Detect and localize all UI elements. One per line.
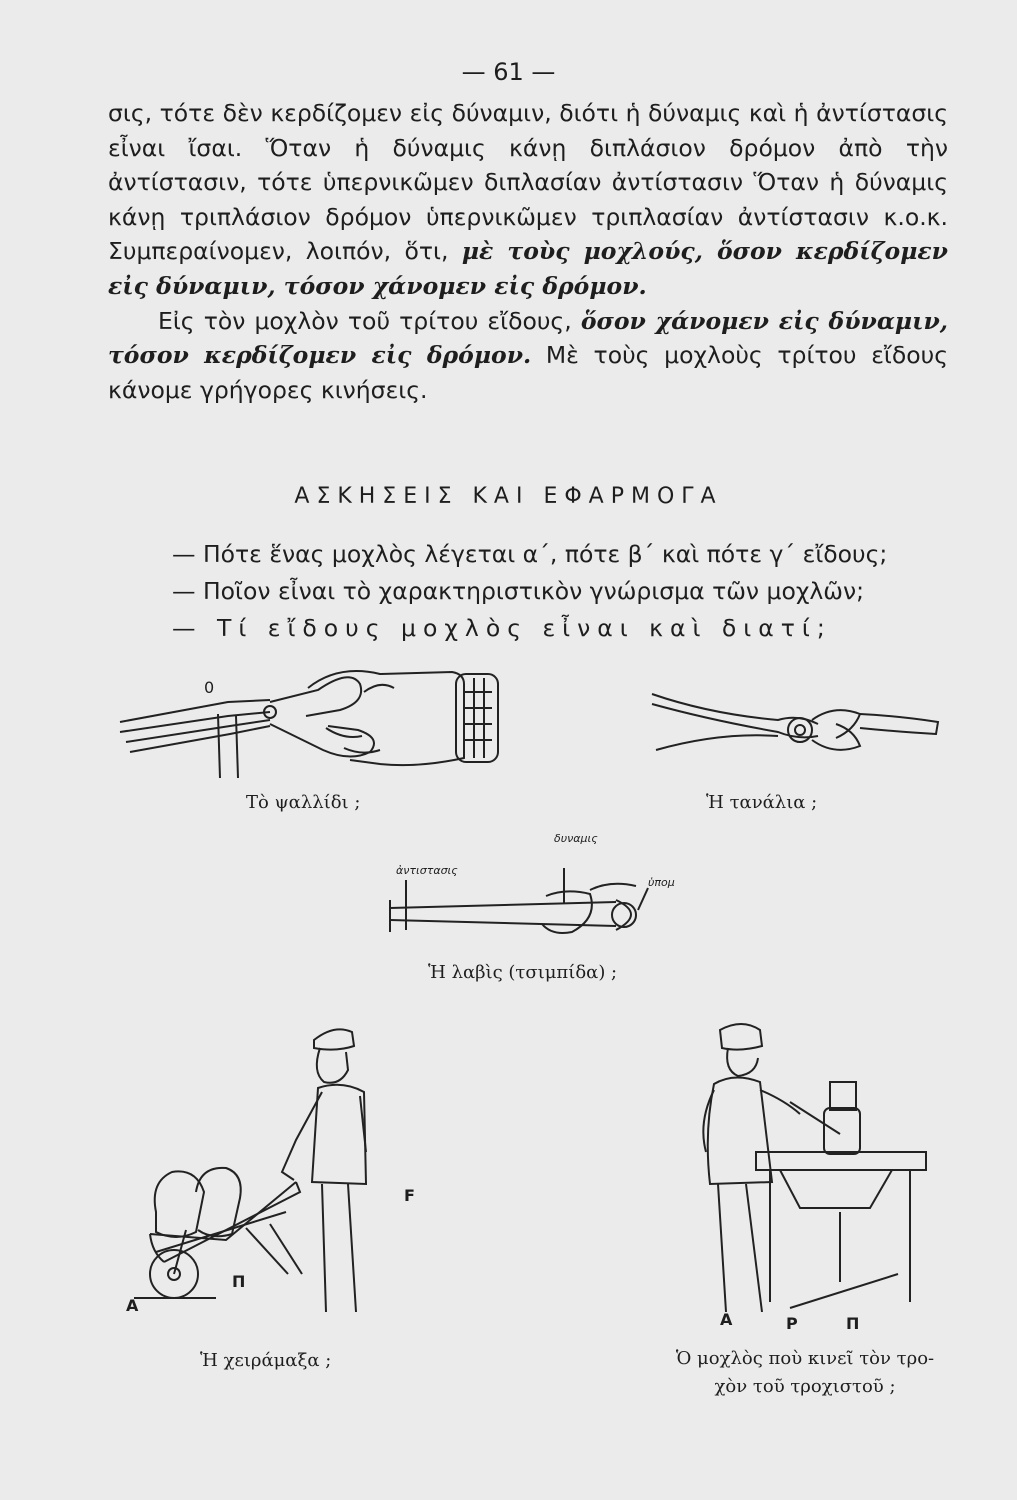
tongs-caption: Ἡ λαβὶς (τσιμπίδα) ; [428,962,618,983]
paragraph-2-emphasis: ὅσον χάνομεν εἰς δύναμιν, τόσον κερδίζομεν εἰς δρόμον. [108,306,948,370]
tongs-resistance-label: ἀντιστασις [396,864,458,877]
wheelbarrow-label-f: F [404,1186,415,1205]
pliers-caption: Ἡ τανάλια ; [706,792,818,813]
question-2: — Ποῖον εἶναι τὸ χαρακτηριστικὸν γνώρισμα τῶν μοχλῶν; [172,577,865,605]
paragraph-1 [108,96,948,304]
question-3: — Τί εἴδους μοχλὸς εἶναι καὶ διατί; [172,614,832,642]
grinder-caption-line-1: Ὁ μοχλὸς ποὺ κινεῖ τὸν τρο- [675,1348,935,1369]
scissors-caption: Τὸ ψαλλίδι ; [246,792,361,813]
grinder-label-r: Ρ [786,1314,798,1333]
grinder-figure [670,1012,940,1312]
paragraph-2-text: Εἰς τὸν μοχλὸν τοῦ τρίτου εἴδους, [158,306,572,335]
scissors-fulcrum-label: 0 [204,678,215,697]
paragraph-1-text: σις, τότε δὲν κερδίζομεν εἰς δύναμιν, διότι ἡ δύναμις καὶ ἡ ἀντίστασις εἶναι ἴσαι. Ὅταν ἡ δύναμις κάνῃ διπλάσιον δρόμον ἀπὸ τὴν ἀντίστασιν, τότε ὑπερνικῶμεν διπλασίαν ἀντίστασιν Ὅταν ἡ δύναμις κάνῃ τριπλάσιον δρόμον ὑπερνικῶμεν τριπλασίαν ἀντίστασιν κ.ο.κ. Συμπεραίνομεν, λοιπόν, ὅτι, [108,99,948,266]
wheelbarrow-figure [116,1012,416,1312]
grinder-label-a: Α [720,1310,733,1329]
body-text [108,96,948,407]
tongs-force-label: δυναμις [554,832,598,845]
scissors-figure [118,660,528,790]
question-1: — Πότε ἕνας μοχλὸς λέγεται α΄, πότε β΄ καὶ πότε γ΄ εἴδους; [172,540,888,568]
grinder-caption-line-2: χὸν τοῦ τροχιστοῦ ; [714,1376,896,1397]
paragraph-2-text-end: Μὲ τοὺς μοχλοὺς τρίτου εἴδους κάνομε γρήγορες κινήσεις. [108,341,948,404]
page-number: — 61 — [461,58,556,86]
wheelbarrow-label-p: Π [232,1272,246,1291]
grinder-label-p: Π [846,1314,860,1333]
wheelbarrow-label-a: Α [126,1296,139,1315]
pliers-figure [650,680,940,760]
paragraph-2 [108,304,948,408]
paragraph-1-emphasis: μὲ τοὺς μοχλούς, ὅσον κερδίζομεν εἰς δύναμιν, τόσον χάνομεν εἰς δρόμον. [108,237,948,300]
wheelbarrow-caption: Ἡ χειράμαξα ; [200,1350,332,1371]
tongs-fulcrum-label: ὑπομ [648,876,675,889]
exercises-heading: ΑΣΚΗΣΕΙΣ ΚΑΙ ΕΦΑΡΜΟΓΑ [294,484,723,509]
